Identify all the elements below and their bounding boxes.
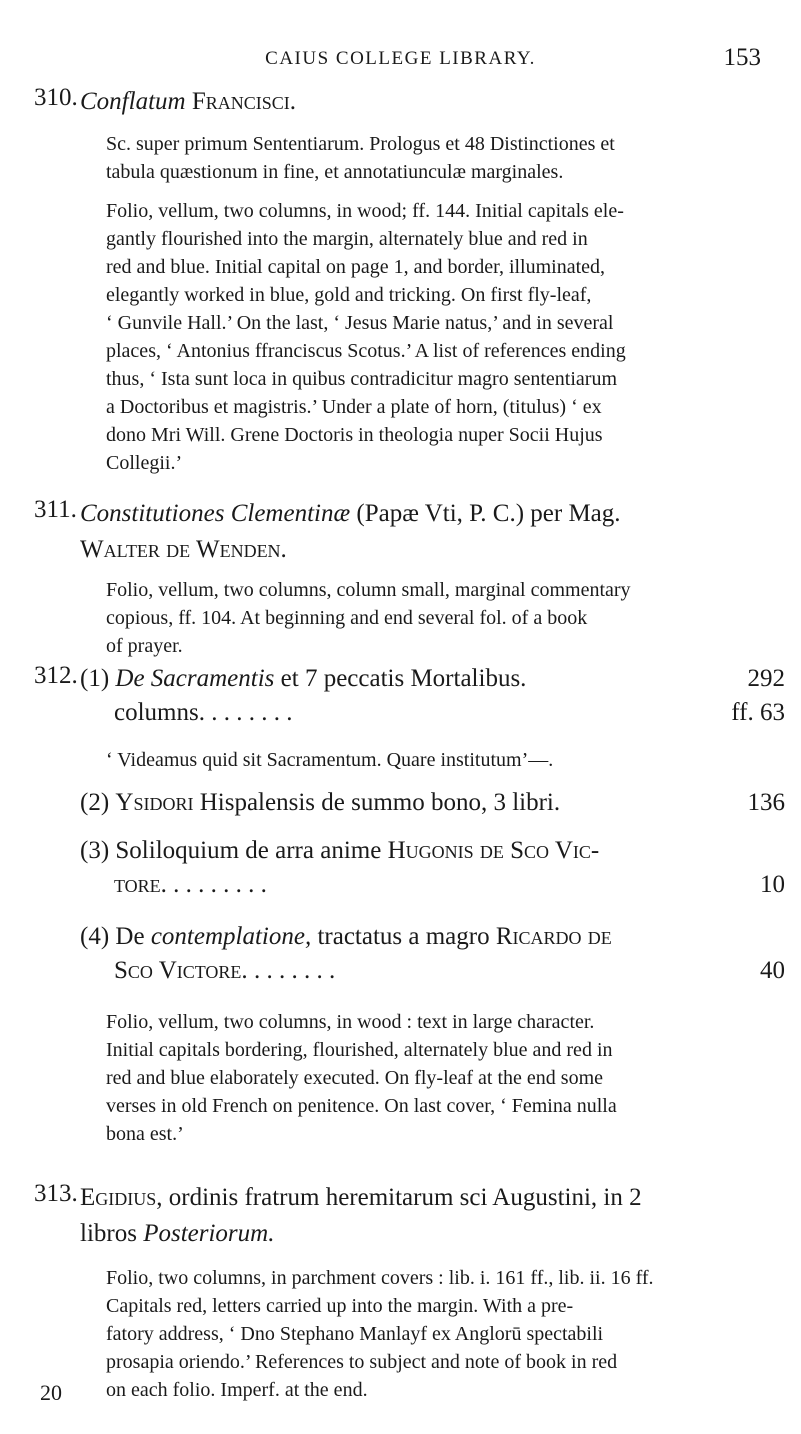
text-line: prosapia oriendo.’ References to subject and note of book in red <box>106 1351 618 1373</box>
text-line: Folio, vellum, two columns, in wood : text in large character. <box>106 1011 595 1033</box>
sub-author: Ricardo de <box>495 923 612 950</box>
sub-line <box>80 868 785 902</box>
text-line: red and blue. Initial capital on page 1, and border, illuminated, <box>106 256 606 278</box>
sub-author: Ysidori <box>115 789 194 816</box>
text-line: dono Mri Will. Grene Doctoris in theologia nuper Socii Hujus <box>106 424 603 446</box>
text-line: ‘ Gunvile Hall.’ On the last, ‘ Jesus Marie natus,’ and in several <box>106 312 614 334</box>
sub-line <box>80 696 785 730</box>
sub-italic: contemplatione, <box>150 923 312 950</box>
entry-physical-description <box>106 576 786 660</box>
title-author: Egidius, <box>80 1184 163 1211</box>
sub-line <box>80 786 785 820</box>
sub-item-4 <box>80 920 785 988</box>
page-number: 153 <box>723 44 761 71</box>
entry-title <box>80 496 780 568</box>
sub-rest: De <box>115 923 145 950</box>
sub-rest: columns. <box>114 699 205 726</box>
text-line: Sc. super primum Sententiarum. Prologus et 48 Distinctiones et <box>106 133 615 155</box>
title-italic: Constitutiones Clementinæ <box>80 500 351 527</box>
sub-rest: Soliloquium de arra anime <box>115 837 382 864</box>
leader-dots: . . . . . . . . <box>173 871 267 898</box>
signature-mark: 20 <box>40 1380 62 1405</box>
text-line: thus, ‘ Ista sunt loca in quibus contradicitur magro sententiarum <box>106 368 617 390</box>
title-author: Walter de Wenden. <box>80 536 287 563</box>
text-line: fatory address, ‘ Dno Stephano Manlayf ex Anglorū spectabili <box>106 1323 604 1345</box>
sub-prefix: (2) <box>80 789 110 816</box>
text-line: copious, ff. 104. At beginning and end several fol. of a book <box>106 607 588 629</box>
text-line: Folio, vellum, two columns, in wood; ff. 144. Initial capitals ele- <box>106 200 624 222</box>
sub-author: Sco Victore. <box>114 957 248 984</box>
sub-author: tore. <box>114 871 167 898</box>
text-line: gantly flourished into the margin, alternately blue and red in <box>106 228 588 250</box>
incipit-quote: ‘ Videamus quid sit Sacramentum. Quare institutum’—. <box>106 749 554 771</box>
sub-text <box>80 834 599 868</box>
sub-prefix: (4) <box>80 923 110 950</box>
text-line: Collegii.’ <box>106 452 183 474</box>
column-count: 10 <box>760 871 785 898</box>
sub-line <box>80 662 785 696</box>
sub-item-3 <box>80 834 785 902</box>
entry-physical-description <box>106 1008 786 1148</box>
entry-title <box>80 1180 780 1252</box>
entry-number: 310. <box>34 84 78 111</box>
sub-text <box>80 920 612 954</box>
text-line: red and blue elaborately executed. On fly-leaf at the end some <box>106 1067 604 1089</box>
title-line <box>80 496 780 532</box>
title-italic: Posteriorum. <box>143 1220 275 1247</box>
sub-prefix: (1) <box>80 665 110 692</box>
sub-rest: tractatus a magro <box>317 923 490 950</box>
sub-line <box>80 834 785 868</box>
title-line <box>80 1216 780 1252</box>
text-line: Folio, vellum, two columns, column small, marginal commentary <box>106 579 631 601</box>
leader-dots: . . . . . . . <box>211 699 293 726</box>
sub-text <box>114 696 292 730</box>
title-rest: ordinis fratrum heremitarum sci Augustini, in 2 <box>168 1184 642 1211</box>
sub-rest: Hispalensis de summo bono, 3 libri. <box>199 789 561 816</box>
sub-italic: De Sacramentis <box>115 665 275 692</box>
text-line: places, ‘ Antonius ffranciscus Scotus.’ A list of references ending <box>106 340 626 362</box>
sub-text <box>114 954 335 988</box>
column-count: 136 <box>747 789 785 816</box>
column-count: 40 <box>760 957 785 984</box>
sub-item-1 <box>80 662 785 730</box>
entry-number: 313. <box>34 1180 78 1207</box>
text-line: elegantly worked in blue, gold and tricking. On first fly-leaf, <box>106 284 592 306</box>
sub-text <box>114 868 267 902</box>
text-line: on each folio. Imperf. at the end. <box>106 1379 368 1401</box>
entry-physical-description <box>106 197 786 477</box>
text-line: Capitals red, letters carried up into the margin. With a pre- <box>106 1295 574 1317</box>
sub-line <box>80 954 785 988</box>
text-line: Initial capitals bordering, flourished, alternately blue and red in <box>106 1039 613 1061</box>
text-line: of prayer. <box>106 635 183 657</box>
sub-text <box>80 662 526 696</box>
sub-author: Hugonis de Sco Vic- <box>387 837 600 864</box>
sub-line <box>80 920 785 954</box>
title-author: Francisci. <box>191 88 296 115</box>
folio-count: ff. 63 <box>731 699 785 726</box>
leader-dots: . . . . . . . <box>253 957 336 984</box>
text-line: a Doctoribus et magistris.’ Under a plate of horn, (titulus) ‘ ex <box>106 396 602 418</box>
text-line: verses in old French on penitence. On last cover, ‘ Femina nulla <box>106 1095 617 1117</box>
entry-number: 312. <box>34 662 78 689</box>
text-line: tabula quæstionum in fine, et annotatiunculæ marginales. <box>106 161 564 183</box>
title-rest: libros <box>80 1220 137 1247</box>
title-italic: Conflatum <box>80 88 186 115</box>
sub-item-2 <box>80 786 785 820</box>
entry-description <box>106 130 786 186</box>
sub-prefix: (3) <box>80 837 110 864</box>
title-line <box>80 1180 780 1216</box>
running-head: CAIUS COLLEGE LIBRARY. <box>265 48 536 69</box>
sub-text <box>80 786 560 820</box>
entry-title <box>80 84 780 120</box>
entry-number: 311. <box>34 496 77 523</box>
page-header <box>0 44 801 74</box>
title-rest: (Papæ Vti, P. C.) per Mag. <box>356 500 621 527</box>
column-count: 292 <box>747 665 785 692</box>
entry-physical-description <box>106 1264 786 1404</box>
sub-rest: et 7 peccatis Mortalibus. <box>280 665 527 692</box>
text-line: Folio, two columns, in parchment covers : lib. i. 161 ff., lib. ii. 16 ff. <box>106 1267 654 1289</box>
text-line: bona est.’ <box>106 1123 184 1145</box>
